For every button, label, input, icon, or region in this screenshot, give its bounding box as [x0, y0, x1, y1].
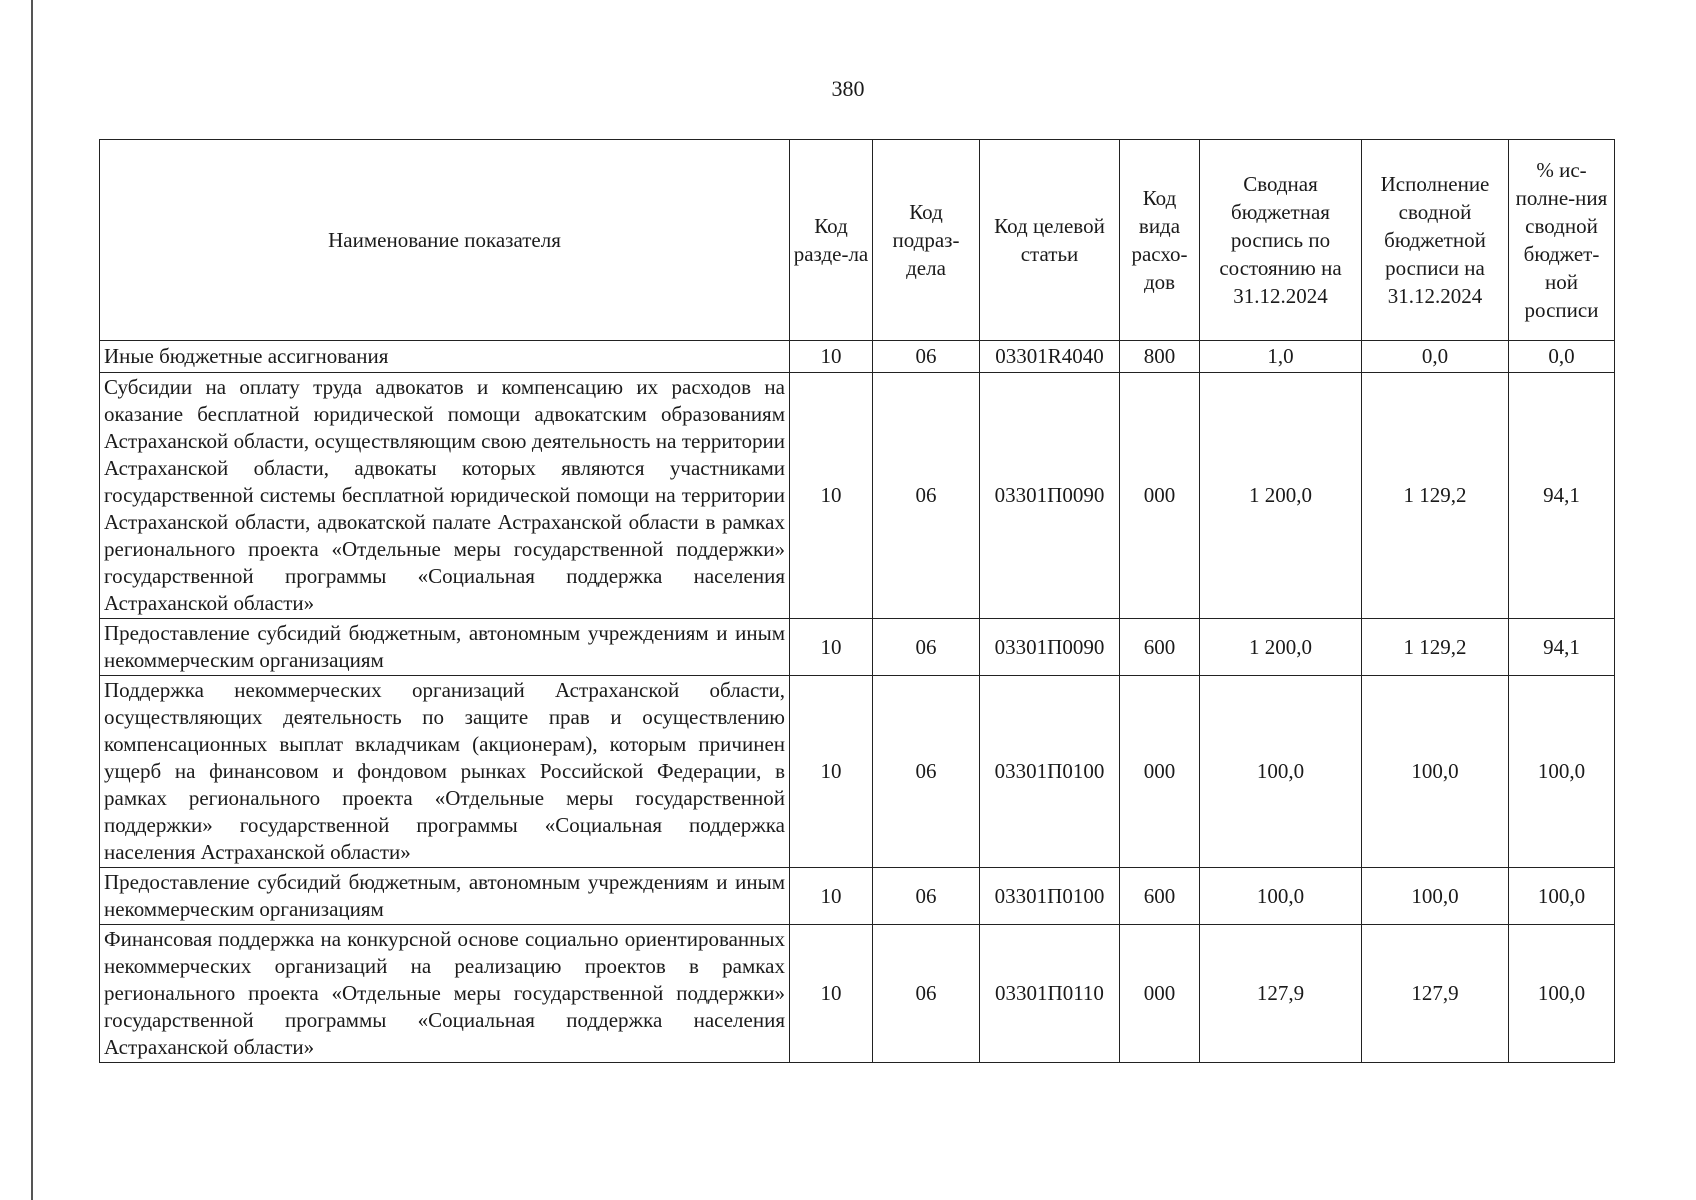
- header-expense-kind-code: Код вида расхо-дов: [1120, 140, 1200, 341]
- header-subsection-code: Код подраз-дела: [873, 140, 980, 341]
- row-section: 10: [790, 925, 873, 1063]
- row-name: Субсидии на оплату труда адвокатов и компенсацию их расходов на оказание бесплатной юридической помощи адвокатским образованиям Астраханской области, осуществляющим свою деятельность на территории Астраханской области, адвокаты которых являются участниками государственной системы бесплатной юридической помощи на территории Астраханской области, адвокатской палате Астраханской области в рамках регионального проекта «Отдельные меры государственной поддержки» государственной программы «Социальная поддержка населения Астраханской области»: [100, 373, 790, 619]
- row-section: 10: [790, 676, 873, 868]
- page-left-border: [31, 0, 33, 1200]
- row-subsection: 06: [873, 676, 980, 868]
- row-section: 10: [790, 341, 873, 373]
- row-kind: 000: [1120, 925, 1200, 1063]
- row-target: 03301П0090: [980, 619, 1120, 676]
- row-execution: 100,0: [1362, 676, 1509, 868]
- row-section: 10: [790, 373, 873, 619]
- row-percent: 100,0: [1509, 676, 1615, 868]
- table-header-row: [100, 140, 1615, 341]
- row-percent: 100,0: [1509, 868, 1615, 925]
- row-target: 03301П0090: [980, 373, 1120, 619]
- row-plan: 127,9: [1200, 925, 1362, 1063]
- row-section: 10: [790, 619, 873, 676]
- row-plan: 1 200,0: [1200, 373, 1362, 619]
- header-target-code: Код целевой статьи: [980, 140, 1120, 341]
- row-percent: 94,1: [1509, 619, 1615, 676]
- header-section-code: Код разде-ла: [790, 140, 873, 341]
- row-name: Финансовая поддержка на конкурсной основе социально ориентированных некоммерческих организаций на реализацию проектов в рамках регионального проекта «Отдельные меры государственной поддержки» государственной программы «Социальная поддержка населения Астраханской области»: [100, 925, 790, 1063]
- row-name: Поддержка некоммерческих организаций Астраханской области, осуществляющих деятельность по защите прав и осуществлению компенсационных выплат вкладчикам (акционерам), которым причинен ущерб на финансовом и фондовом рынках Российской Федерации, в рамках регионального проекта «Отдельные меры государственной поддержки» государственной программы «Социальная поддержка населения Астраханской области»: [100, 676, 790, 868]
- table-row: [100, 373, 1615, 619]
- table-row: [100, 619, 1615, 676]
- row-name: Иные бюджетные ассигнования: [100, 341, 790, 373]
- row-subsection: 06: [873, 868, 980, 925]
- row-subsection: 06: [873, 619, 980, 676]
- row-name: Предоставление субсидий бюджетным, автономным учреждениям и иным некоммерческим организациям: [100, 868, 790, 925]
- table-row: [100, 925, 1615, 1063]
- row-target: 03301П0100: [980, 676, 1120, 868]
- row-target: 03301R4040: [980, 341, 1120, 373]
- table-row: [100, 868, 1615, 925]
- row-kind: 600: [1120, 619, 1200, 676]
- row-execution: 100,0: [1362, 868, 1509, 925]
- header-execution-percent: % ис-полне-ния сводной бюджет-ной росписи: [1509, 140, 1615, 341]
- row-kind: 000: [1120, 373, 1200, 619]
- row-subsection: 06: [873, 373, 980, 619]
- table-row: [100, 676, 1615, 868]
- header-budget-plan: Сводная бюджетная роспись по состоянию на 31.12.2024: [1200, 140, 1362, 341]
- page-number: 380: [831, 76, 865, 101]
- row-target: 03301П0110: [980, 925, 1120, 1063]
- row-kind: 600: [1120, 868, 1200, 925]
- row-section: 10: [790, 868, 873, 925]
- row-execution: 1 129,2: [1362, 619, 1509, 676]
- row-percent: 94,1: [1509, 373, 1615, 619]
- row-target: 03301П0100: [980, 868, 1120, 925]
- row-plan: 100,0: [1200, 676, 1362, 868]
- row-plan: 100,0: [1200, 868, 1362, 925]
- header-budget-execution: Исполнение сводной бюджетной росписи на 31.12.2024: [1362, 140, 1509, 341]
- row-kind: 800: [1120, 341, 1200, 373]
- row-percent: 100,0: [1509, 925, 1615, 1063]
- header-indicator-name: Наименование показателя: [100, 140, 790, 341]
- row-execution: 127,9: [1362, 925, 1509, 1063]
- row-execution: 1 129,2: [1362, 373, 1509, 619]
- table-row: [100, 341, 1615, 373]
- row-name: Предоставление субсидий бюджетным, автономным учреждениям и иным некоммерческим организациям: [100, 619, 790, 676]
- row-plan: 1 200,0: [1200, 619, 1362, 676]
- row-subsection: 06: [873, 341, 980, 373]
- budget-execution-table: [99, 139, 1615, 1063]
- row-kind: 000: [1120, 676, 1200, 868]
- row-plan: 1,0: [1200, 341, 1362, 373]
- row-percent: 0,0: [1509, 341, 1615, 373]
- row-execution: 0,0: [1362, 341, 1509, 373]
- row-subsection: 06: [873, 925, 980, 1063]
